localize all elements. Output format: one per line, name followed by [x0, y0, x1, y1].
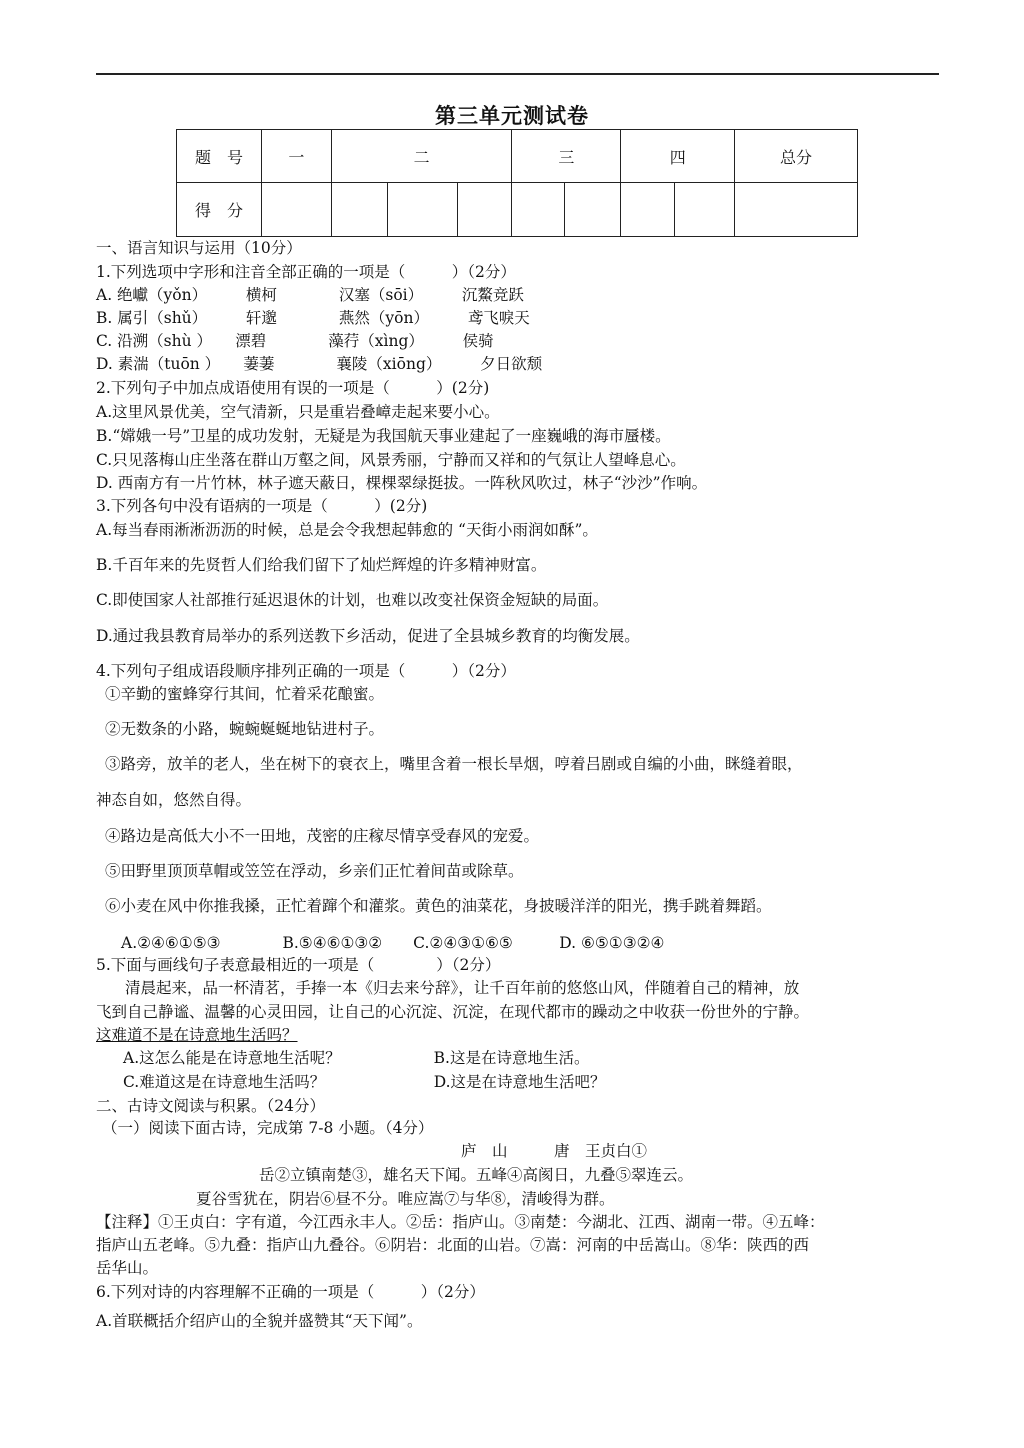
option-line: B.千百年来的先贤哲人们给我们留下了灿烂辉煌的许多精神财富。 [96, 556, 547, 574]
option-line: D.通过我县教育局举办的系列送教下乡活动，促进了全县城乡教育的均衡发展。 [96, 627, 640, 645]
header-cell: 一 [261, 130, 331, 183]
page-title: 第三单元测试卷 [435, 103, 589, 128]
option-line: C. 沿溯（shù ） 漂碧 藻荇（xìng） 侯骑 [96, 332, 494, 350]
section-heading: 一、语言知识与运用（10分） [96, 239, 302, 257]
header-cell: 三 [512, 130, 621, 183]
option-line: A. 绝巘（yǒn） 横柯 汉塞（sōi） 沉鰲竞跃 [96, 286, 524, 304]
option-line: A.首联概括介绍庐山的全貌并盛赞其“天下闻”。 [96, 1312, 423, 1330]
poem-line: 夏谷雪犹在，阴岩⑥昼不分。唯应嵩⑦与华⑧，清峻得为群。 [196, 1190, 615, 1208]
header-cell: 总分 [735, 130, 858, 183]
option-line: B. 属引（shǔ） 轩邈 燕然（yōn） 鸢飞唳天 [96, 309, 530, 327]
section-heading: 二、古诗文阅读与积累。（24分） [96, 1097, 325, 1115]
sentence-line: ⑥小麦在风中你推我搡，正忙着蹿个和灌浆。黄色的油菜花，身披暖洋洋的阳光，携手跳着舞蹈。 [105, 897, 772, 915]
option-line: C.只见落梅山庄坐落在群山万壑之间，风景秀丽，宁静而又祥和的气氛让人望峰息心。 [96, 451, 686, 469]
passage-line: 飞到自己静谧、温馨的心灵田园，让自己的心沉淀、沉淀，在现代都市的躁动之中收获一份世外的宁静。 [96, 1003, 810, 1021]
question-stem: （一）阅读下面古诗，完成第 7-8 小题。（4分） [102, 1119, 434, 1137]
score-table [176, 129, 858, 237]
score-cell[interactable] [735, 183, 858, 237]
option-line: C.即使国家人社部推行延迟退休的计划，也难以改变社保资金短缺的局面。 [96, 591, 609, 609]
score-cell[interactable] [512, 183, 565, 237]
sentence-line: 神态自如，悠然自得。 [96, 791, 252, 809]
poem-line: 岳②立镇南楚③，雄名天下闻。五峰④高阂日，九叠⑤翠连云。 [259, 1166, 694, 1184]
option-line: A.每当春雨淅淅沥沥的时候，总是会令我想起韩愈的 “天街小雨润如酥”。 [96, 521, 598, 539]
passage-line: 清晨起来，品一杯清茗，手捧一本《归去来兮辞》，让千百年前的悠悠山风，伴随着自己的精神，放 [125, 979, 800, 997]
header-cell: 二 [331, 130, 512, 183]
score-cell[interactable] [457, 183, 512, 237]
option-line: D. 西南方有一片竹林，林子遮天蔽日，棵棵翠绿挺拔。一阵秋风吹过，林子“沙沙”作响。 [96, 474, 708, 492]
sentence-line: ②无数条的小路，蜿蜿蜒蜒地钻进村子。 [105, 720, 385, 738]
header-cell: 题 号 [177, 130, 262, 183]
option-line: A.这里风景优美，空气清新，只是重岩叠嶂走起来要小心。 [96, 403, 500, 421]
question-stem: 3.下列各句中没有语病的一项是（ ）(2分) [96, 497, 428, 515]
option-line: A.这怎么能是在诗意地生活呢？ B.这是在诗意地生活。 [123, 1049, 590, 1067]
sentence-line: ①辛勤的蜜蜂穿行其间，忙着采花酿蜜。 [105, 685, 385, 703]
score-cell[interactable] [675, 183, 735, 237]
annotation-line: 岳华山。 [96, 1259, 159, 1277]
score-cell[interactable] [387, 183, 457, 237]
sentence-line: ⑤田野里顶顶草帽或笠笠在浮动，乡亲们正忙着间苗或除草。 [105, 862, 524, 880]
option-line: D. 素湍（tuōn ） 萋萋 襄陵（xiōng） 夕日欲颓 [96, 355, 543, 373]
score-cell[interactable] [565, 183, 621, 237]
top-rule [96, 73, 939, 75]
question-stem: 1.下列选项中字形和注音全部正确的一项是（ ）（2分） [96, 263, 516, 281]
score-label: 得 分 [177, 183, 262, 237]
question-stem: 6.下列对诗的内容理解不正确的一项是（ ）（2分） [96, 1283, 485, 1301]
question-stem: 4.下列句子组成语段顺序排列正确的一项是（ ）（2分） [96, 662, 516, 680]
score-cell[interactable] [331, 183, 387, 237]
option-line: A.②④⑥①⑤③ B.⑤④⑥①③② C.②④③①⑥⑤ D. ⑥⑤①③②④ [121, 934, 665, 952]
score-cell[interactable] [621, 183, 675, 237]
annotation-line: 指庐山五老峰。⑤九叠：指庐山九叠谷。⑥阴岩：北面的山岩。⑦嵩：河南的中岳嵩山。⑧华：陕西的西 [96, 1236, 810, 1254]
question-stem: 2.下列句子中加点成语使用有误的一项是（ ）(2分) [96, 379, 490, 397]
option-line: C.难道这是在诗意地生活吗？ D.这是在诗意地生活吧？ [123, 1073, 606, 1091]
option-line: B.“嫦娥一号”卫星的成功发射，无疑是为我国航天事业建起了一座巍峨的海市蜃楼。 [96, 427, 671, 445]
underlined-sentence: 这难道不是在诗意地生活吗？ [96, 1026, 298, 1044]
poem-title: 庐 山 唐 王贞白① [461, 1142, 648, 1160]
score-cell[interactable] [261, 183, 331, 237]
annotation-line: 【注释】①王贞白：字有道，今江西永丰人。②岳：指庐山。③南楚：今湖北、江西、湖南一带。④五峰： [96, 1213, 825, 1231]
sentence-line: ④路边是高低大小不一田地，茂密的庄稼尽情享受春风的宠爱。 [105, 827, 540, 845]
sentence-line: ③路旁，放羊的老人，坐在树下的衰衣上，嘴里含着一根长旱烟，哼着吕剧或自编的小曲，眯缝着眼， [105, 755, 803, 773]
header-cell: 四 [621, 130, 735, 183]
question-stem: 5.下面与画线句子表意最相近的一项是（ ）（2分） [96, 956, 501, 974]
